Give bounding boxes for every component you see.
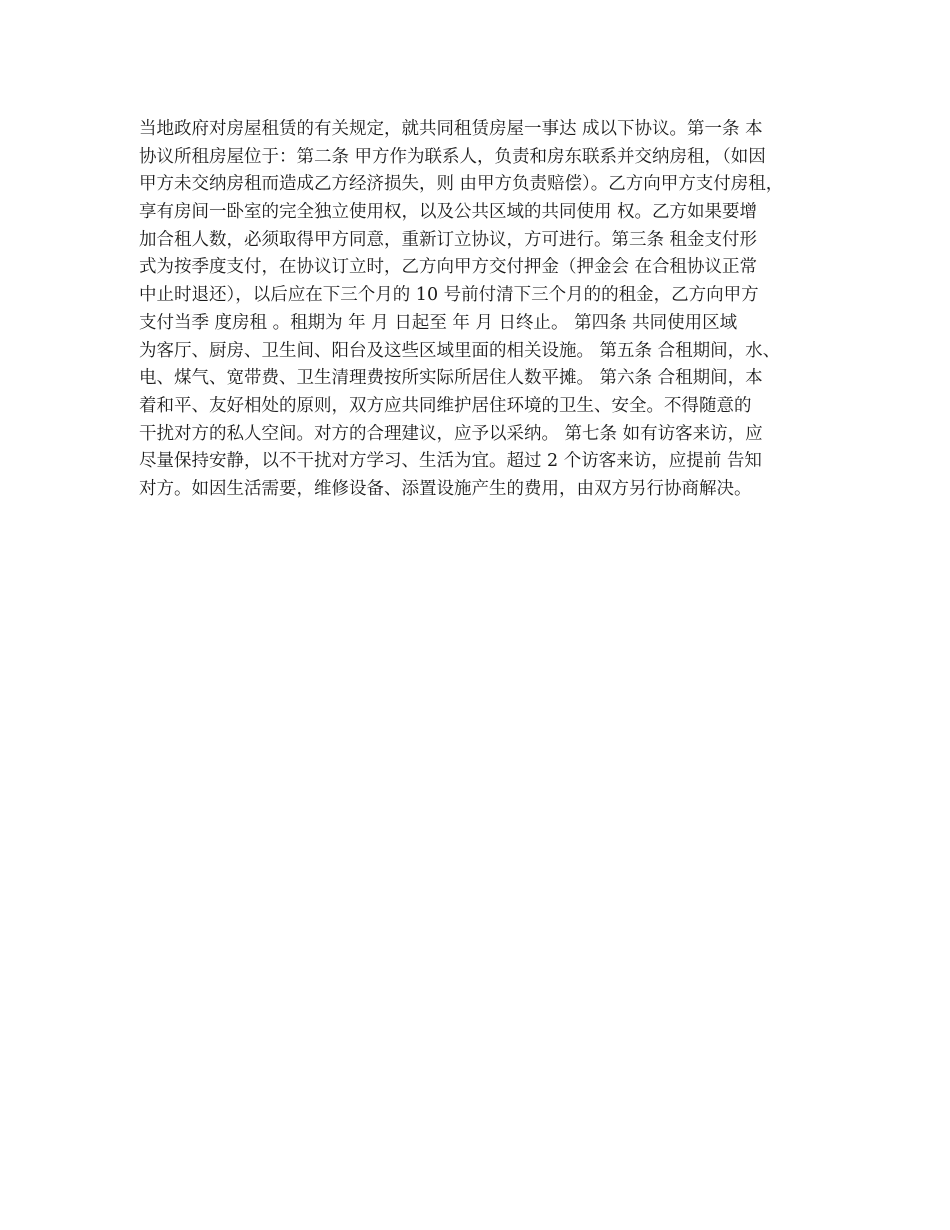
text-line: 支付当季 度房租 。租期为 年 月 日起至 年 月 日终止。 第四条 共同使用区域 [139,312,738,333]
text-line: 享有房间一卧室的完全独立使用权，以及公共区域的共同使用 权。乙方如果要增 [139,202,758,223]
text-line: 加合租人数，必须取得甲方同意，重新订立协议，方可进行。第三条 租金支付形 [139,229,758,250]
text-line: 当地政府对房屋租赁的有关规定，就共同租赁房屋一事达 成以下协议。第一条 本 [139,119,763,139]
text-line: 甲方未交纳房租而造成乙方经济损失，则 由甲方负责赔偿）。乙方向甲方支付房租， [139,174,784,195]
text-line: 电、煤气、宽带费、卫生清理费按所实际所居住人数平摊。 第六条 合租期间，本 [139,368,763,389]
text-line: 为客厅、厨房、卫生间、阳台及这些区域里面的相关设施。 第五条 合租期间，水、 [139,340,781,361]
text-line: 协议所租房屋位于：第二条 甲方作为联系人，负责和房东联系并交纳房租，（如因 [139,146,766,167]
text-line: 式为按季度支付，在协议订立时，乙方向甲方交付押金（押金会 在合租协议正常 [139,257,758,278]
agreement-body-text [139,116,829,504]
text-line: 中止时退还），以后应在下三个月的 10 号前付清下三个月的的租金，乙方向甲方 [139,285,759,306]
text-line: 干扰对方的私人空间。对方的合理建议，应予以采纳。 第七条 如有访客来访，应 [139,423,763,444]
text-line: 对方。如因生活需要，维修设备、添置设施产生的费用，由双方另行协商解决。 [139,478,752,499]
text-line: 着和平、友好相处的原则，双方应共同维护居住环境的卫生、安全。不得随意的 [139,395,752,416]
text-line: 尽量保持安静，以不干扰对方学习、生活为宜。超过 2 个访客来访，应提前 告知 [139,451,762,472]
